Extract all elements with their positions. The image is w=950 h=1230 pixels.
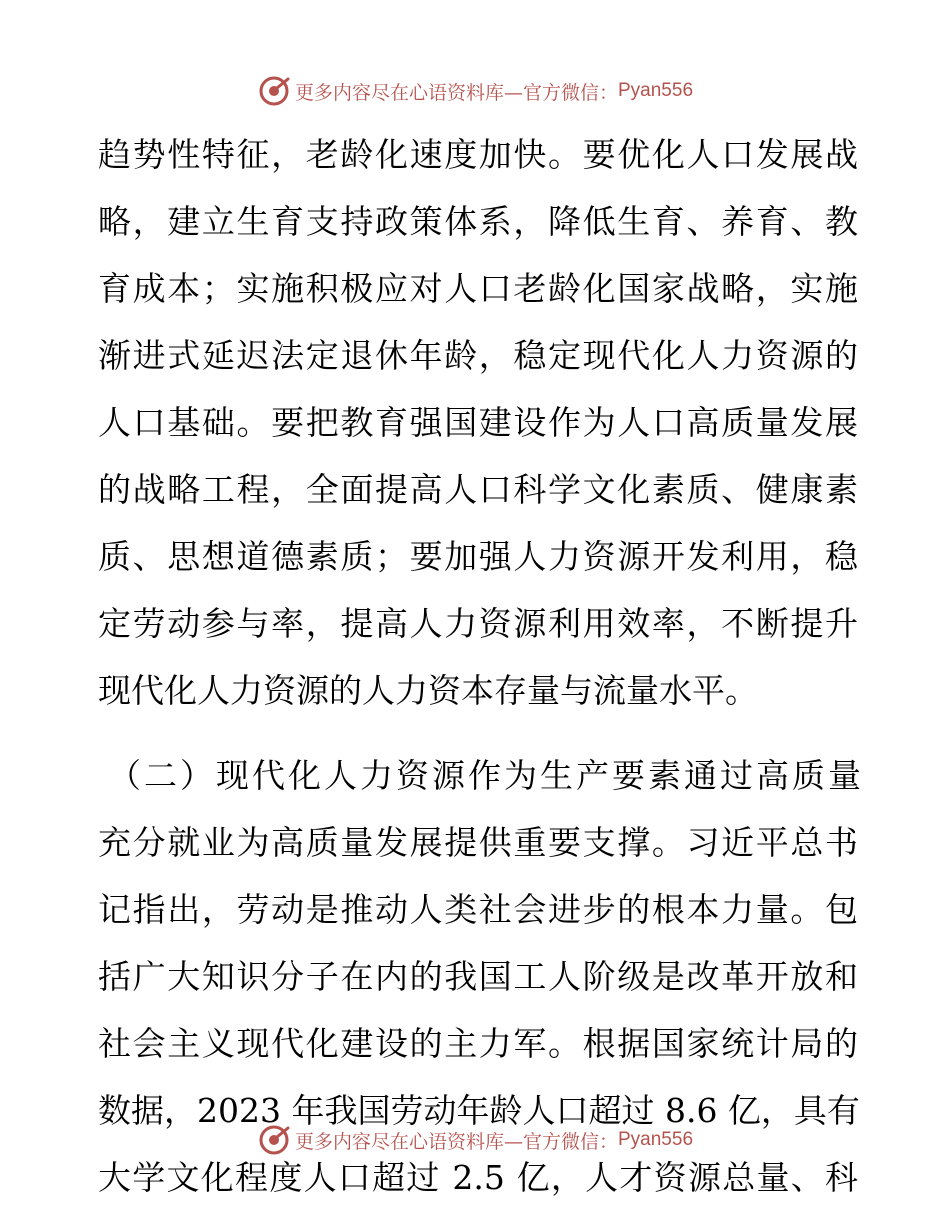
paragraph — [98, 121, 858, 724]
footer-banner[interactable] — [0, 1120, 950, 1160]
text-line: 人口基础。要把教育强国建设作为人口高质量发展 — [98, 403, 858, 442]
wechat-id: Pyan556 — [618, 80, 694, 101]
text-line: 现代化人力资源的人力资本存量与流量水平。 — [98, 671, 758, 710]
text-line: 充分就业为高质量发展提供重要支撑。习近平总书 — [98, 823, 858, 862]
text-line: 括广大知识分子在内的我国工人阶级是改革开放和 — [98, 957, 858, 996]
text-line: 定劳动参与率，提高人力资源利用效率，不断提升 — [98, 604, 858, 643]
text-line: 略，建立生育支持政策体系，降低生育、养育、教 — [98, 202, 858, 241]
banner-text: 更多内容尽在心语资料库—官方微信： — [294, 81, 618, 104]
text-line: 趋势性特征，老龄化速度加快。要优化人口发展战 — [98, 135, 858, 174]
text-line: 质、思想道德素质；要加强人力资源开发利用，稳 — [98, 537, 858, 576]
text-line: 大学文化程度人口超过 2.5 亿，人才资源总量、科 — [98, 1158, 858, 1197]
logo-icon — [257, 1123, 291, 1157]
text-line: 渐进式延迟法定退休年龄，稳定现代化人力资源的 — [98, 336, 858, 375]
text-line: 育成本；实施积极应对人口老龄化国家战略，实施 — [98, 269, 858, 308]
text-line: 社会主义现代化建设的主力军。根据国家统计局的 — [98, 1024, 858, 1063]
text-line: 记指出，劳动是推动人类社会进步的根本力量。包 — [98, 890, 858, 929]
text-line: 数据，2023 年我国劳动年龄人口超过 8.6 亿，具有 — [98, 1091, 860, 1130]
banner-text: 更多内容尽在心语资料库—官方微信： — [294, 1130, 618, 1153]
text-line: 的战略工程，全面提高人口科学文化素质、健康素 — [98, 470, 858, 509]
header-banner[interactable] — [0, 71, 950, 111]
wechat-id: Pyan556 — [618, 1129, 694, 1150]
document-body — [98, 121, 864, 1211]
logo-icon — [257, 74, 291, 108]
section-heading-line: （二）现代化人力资源作为生产要素通过高质量 — [108, 756, 864, 795]
